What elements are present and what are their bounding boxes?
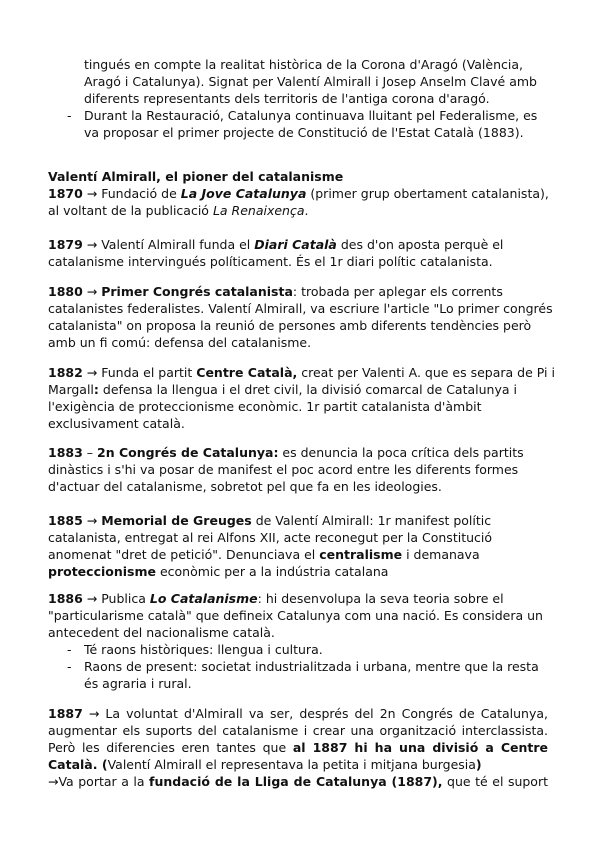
entry-1880-line-1 (48, 283, 548, 300)
entry-1886-bullet-1 (84, 641, 554, 658)
entry-1887-line-3 (48, 739, 548, 756)
text: – (82, 445, 97, 460)
entry-1883-line-1 (48, 444, 548, 461)
intro-bullet (84, 107, 554, 141)
text: → Publica (82, 591, 150, 606)
text: que té el suport (442, 774, 548, 789)
text: anomenat "dret de petició". Denunciava el (48, 547, 320, 562)
entry-1887-line-2: augmentar els suports del catalanisme i crear una organització interclassista. (48, 723, 548, 738)
bullet-dash: - (67, 642, 72, 657)
entry-1883 (48, 444, 548, 495)
intro-line-1: tingués en compte la realitat històrica de la Corona d'Aragó (València, (84, 57, 523, 72)
emphasis: al 1887 hi ha una divisió a Centre (292, 740, 548, 755)
colon: : (93, 382, 99, 397)
text: → La voluntat d'Almirall va ser, després del 2n Congrés de Catalunya, (82, 706, 548, 721)
entry-1887 (48, 705, 548, 790)
entry-1885-line-3 (48, 546, 548, 563)
entry-1879 (48, 236, 548, 270)
entry-1886 (48, 590, 548, 641)
emphasis: Memorial de Greuges (101, 513, 252, 528)
text: → (82, 284, 102, 299)
emphasis: Centre Català, (196, 365, 298, 380)
bullet-dash: - (67, 659, 72, 674)
publication-title: La Renaixença (212, 203, 305, 218)
text: Valentí Almirall el representava la petita i mitjana burgesia (107, 757, 476, 772)
text: . (304, 203, 309, 218)
text: creat per Valenti A. que es separa de Pi i (297, 365, 555, 380)
emphasis: Primer Congrés catalanista (101, 284, 293, 299)
entry-1886-line-1 (48, 590, 548, 607)
heading-text: Valentí Almirall, el pioner del catalanisme (48, 169, 344, 184)
year-label: 1886 (48, 591, 83, 606)
text: econòmic per a la indústria catalana (155, 564, 389, 579)
bullet-text: Raons de present: societat industrialitzada i urbana, mentre que la resta (84, 659, 539, 674)
entry-1885-line-2: catalanista, entregat al rei Alfons XII, acte reconegut per la Constitució (48, 530, 493, 545)
emphasis: La Jove Catalunya (180, 186, 307, 201)
entry-1870-line-2 (48, 202, 548, 219)
intro-bullet-line-1: Durant la Restauració, Catalunya continuava lluitant pel Federalisme, es (84, 108, 538, 123)
intro-line-3: diferents representants dels territoris de l'antiga corona d'aragó. (84, 91, 490, 106)
emphasis: centralisme (319, 547, 403, 562)
entry-1880-line-3: catalanista" on proposa la reunió de persones amb diferents tendències però (48, 318, 532, 333)
text: → (82, 513, 102, 528)
entry-1870 (48, 185, 548, 219)
text: al voltant de la publicació (48, 203, 213, 218)
entry-1882 (48, 364, 555, 432)
paren-open: . ( (92, 757, 108, 772)
paren-close: ) (475, 757, 482, 772)
entry-1870-line-1 (48, 185, 548, 202)
emphasis: fundació de la Lliga de Catalunya (1887), (149, 774, 443, 789)
entry-1879-line-1 (48, 236, 548, 253)
year-label: 1883 (48, 445, 83, 460)
emphasis: Diari Català (254, 237, 337, 252)
entry-1882-line-4: exclusivament català. (48, 416, 185, 431)
entry-1882-line-1 (48, 364, 555, 381)
entry-1883-line-2: dinàstics i s'hi va posar de manifest el poc acord entre les diferents formes (48, 462, 519, 477)
entry-1885-line-4 (48, 563, 548, 580)
text: de Valentí Almirall: 1r manifest polític (251, 513, 492, 528)
text: des d'on aposta perquè el (336, 237, 504, 252)
text: →Va portar a la (48, 774, 150, 789)
text: Margall (48, 382, 94, 397)
text: i demanava (402, 547, 480, 562)
bullet-dash: - (67, 108, 72, 123)
entry-1887-line-4 (48, 756, 548, 773)
bullet-text: és agraria i rural. (84, 676, 192, 691)
year-label: 1880 (48, 284, 83, 299)
entry-1885-line-1 (48, 512, 548, 529)
text: → Funda el partit (82, 365, 197, 380)
entry-1880-line-4: amb un fi comú: defensa del catalanisme. (48, 335, 312, 350)
intro-bullet-line-2: va proposar el primer projecte de Constitució de l'Estat Català (1883). (84, 125, 524, 140)
text: defensa la llengua i el dret civil, la divisió comarcal de Catalunya i (98, 382, 517, 397)
entry-1886-line-2: "particularisme català" que defineix Catalunya com una nació. Es considera un (48, 608, 543, 623)
text: → Fundació de (82, 186, 181, 201)
entry-1883-line-3: d'actuar del catalanisme, sobretot pel que fa en les ideologies. (48, 479, 442, 494)
entry-1882-line-2 (48, 381, 548, 398)
intro-paragraph (84, 56, 554, 107)
year-label: 1882 (48, 365, 83, 380)
entry-1880 (48, 283, 553, 351)
year-label: 1870 (48, 186, 83, 201)
bullet-text: Té raons històriques: llengua i cultura. (84, 642, 323, 657)
year-label: 1879 (48, 237, 83, 252)
text: : hi desenvolupa la seva teoria sobre el (257, 591, 504, 606)
entry-1886-bullet-2 (84, 658, 554, 692)
emphasis: 2n Congrés de Catalunya: (97, 445, 279, 460)
emphasis: Català (48, 757, 93, 772)
text: es denuncia la poca crítica dels partits (278, 445, 524, 460)
entry-1879-line-2: catalanisme intervingués políticament. És el 1r diari polític catalanista. (48, 254, 493, 269)
entry-1885 (48, 512, 548, 580)
entry-1886-line-3: antecedent del nacionalisme català. (48, 625, 275, 640)
entry-1880-line-2: catalanistes federalistes. Valentí Almirall, va escriure l'article "Lo primer congrés (48, 301, 553, 316)
year-label: 1887 (48, 706, 83, 721)
entry-1882-line-3: l'exigència de proteccionisme econòmic. 1r partit catalanista d'àmbit (48, 399, 482, 414)
emphasis: proteccionisme (48, 564, 156, 579)
entry-1887-line-1 (48, 705, 548, 722)
text: (primer grup obertament catalanista), (306, 186, 549, 201)
entry-1887-line-5 (48, 773, 548, 790)
emphasis: Lo Catalanisme (149, 591, 258, 606)
section-heading (48, 168, 548, 185)
text: : trobada per aplegar els corrents (292, 284, 503, 299)
text: → Valentí Almirall funda el (82, 237, 255, 252)
text: Però les diferencies eren tantes que (48, 740, 293, 755)
intro-line-2: Aragó i Catalunya). Signat per Valentí Almirall i Josep Anselm Clavé amb (84, 74, 537, 89)
year-label: 1885 (48, 513, 83, 528)
